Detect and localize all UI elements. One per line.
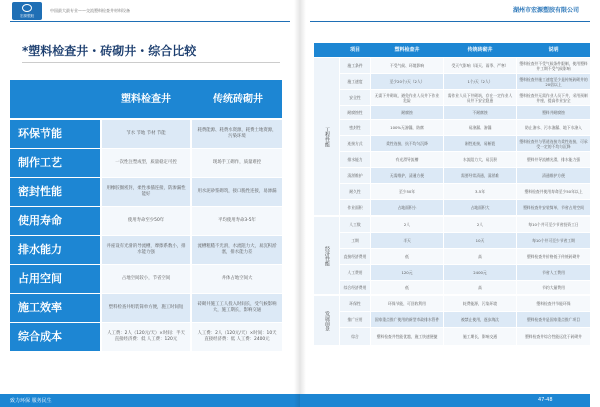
note-value: 塑料检查井施工速度至少是传统砖砌井的20倍以上 xyxy=(517,74,590,89)
detail-row xyxy=(314,152,590,168)
top-header xyxy=(0,0,600,24)
brick-value: 高 xyxy=(444,281,516,294)
detail-row xyxy=(314,217,590,233)
plastic-value: 国家重点推广使用的新型市政排水管件 xyxy=(371,312,443,327)
brick-well-value: 井体占地空间大 xyxy=(192,265,282,293)
plastic-value: 占地面积小 xyxy=(371,200,443,215)
detail-row xyxy=(314,296,590,312)
note-value: 塑料井耐腐蚀 xyxy=(517,106,590,119)
plastic-value: 塑料检查井性能优越，施工快速便捷 xyxy=(371,328,443,345)
plastic-well-value: 用橡胶圈密封，柔性承插连接，防渗漏性能好 xyxy=(102,178,190,206)
note-value: 塑料检查井使用寿命至少50年以上 xyxy=(517,184,590,199)
plastic-well-value: 井座设有光滑的导流槽，摩擦系数小，排水能力强 xyxy=(102,236,190,264)
plastic-value: 低 xyxy=(371,249,443,264)
brick-value: 占地面积大 xyxy=(444,200,516,215)
detail-row xyxy=(314,58,590,74)
detail-item-label: 排水能力 xyxy=(340,152,370,167)
plastic-well-value: 使用寿命至少50年 xyxy=(102,207,190,235)
detail-table-header xyxy=(314,43,590,57)
detail-item-label: 推广应用 xyxy=(340,312,370,327)
logo-icon xyxy=(22,4,32,12)
plastic-well-value: 一次性注塑成型，质量稳定可控 xyxy=(102,149,190,177)
plastic-value: 半天 xyxy=(371,233,443,248)
brick-well-value: 现场手工砌作，质量难控 xyxy=(192,149,282,177)
detail-item-label: 耐腐蚀性 xyxy=(340,106,370,119)
detail-item-label: 施工条件 xyxy=(340,58,370,73)
detail-group-label: 工程性能 xyxy=(314,58,339,215)
comparison-row xyxy=(10,120,282,148)
detail-item-label: 环保性 xyxy=(340,296,370,311)
comparison-table-header xyxy=(10,80,282,118)
note-value: 塑料检查井不受气候条件限制，使用塑料井工期不受气候影响 xyxy=(517,58,590,73)
detail-row xyxy=(314,233,590,249)
header-tagline: 中国最大最专业——交流塑料检查井材料设备 xyxy=(50,8,130,13)
note-value: 塑料检查井节能环保 xyxy=(517,296,590,311)
header-company-name: 湖州市宏源塑胶有限公司 xyxy=(513,7,580,14)
comparison-table xyxy=(10,80,282,355)
detail-row xyxy=(314,249,590,265)
comparison-row-label: 综合成本 xyxy=(10,323,100,351)
detail-item-label: 耐久性 xyxy=(340,184,370,199)
plastic-well-value: 占地空间较小，节省空间 xyxy=(102,265,190,293)
comparison-row xyxy=(10,294,282,322)
detail-row xyxy=(314,184,590,200)
logo-text: 宏源塑胶 xyxy=(19,14,35,18)
brick-value: 需作业人员下井砌筑，存在一定作业人员井下安全隐患 xyxy=(444,90,516,105)
title-divider xyxy=(22,62,280,63)
footer-bar xyxy=(300,394,590,407)
detail-row xyxy=(314,106,590,120)
note-value: 每10个井可至少节省工期 xyxy=(517,233,590,248)
note-value: 节省人工费用 xyxy=(517,265,590,280)
note-value: 防止渗水、污水渗漏、地下水渗入 xyxy=(517,120,590,135)
detail-group-label: 发展前景 xyxy=(314,296,339,345)
plastic-value: 低 xyxy=(371,281,443,294)
detail-group-label: 经济性能 xyxy=(314,217,339,294)
detail-item-label: 人工费用 xyxy=(340,265,370,280)
page-title: *塑料检查井・砖砌井・综合比较 xyxy=(22,44,197,58)
plastic-value: 耐腐蚀 xyxy=(371,106,443,119)
brick-value: 刚性连接，易断裂 xyxy=(444,136,516,151)
comparison-row-label: 排水能力 xyxy=(10,236,100,264)
comparison-row-label: 制作工艺 xyxy=(10,149,100,177)
brick-value: 不耐腐蚀 xyxy=(444,106,516,119)
plastic-value: 柔性连接，抗不均匀沉降 xyxy=(371,136,443,151)
detail-item-label: 工期 xyxy=(340,233,370,248)
plastic-value: 至少50年 xyxy=(371,184,443,199)
comparison-row xyxy=(10,236,282,264)
comparison-row-label: 密封性能 xyxy=(10,178,100,206)
detail-row xyxy=(314,120,590,136)
comparison-row-label: 使用寿命 xyxy=(10,207,100,235)
note-value: 塑料检查井价格低于传统砖砌井 xyxy=(517,249,590,264)
brick-value: 3-5年 xyxy=(444,184,516,199)
brick-value: 施工期长，影响交通 xyxy=(444,328,516,345)
detail-row xyxy=(314,136,590,152)
header-rule xyxy=(310,21,590,22)
detail-row xyxy=(314,312,590,328)
detail-row xyxy=(314,281,590,295)
brick-well-value: 砖砌井施工工人投入时间长，受气候影响大，施工期长，影响交通 xyxy=(192,294,282,322)
column-item: 项目 xyxy=(349,47,360,53)
column-brick: 传统砖砌井 xyxy=(467,47,493,53)
page-number: 47-48 xyxy=(538,397,553,403)
plastic-value: 无需维护，清通方便 xyxy=(371,168,443,183)
note-value: 塑料检查井安装简单，节省占用空间 xyxy=(517,200,590,215)
page-gutter xyxy=(294,0,306,407)
brick-well-value: 用水泥砂浆砌筑，接口脆性连接，易渗漏 xyxy=(192,178,282,206)
note-value: 清通维护方便 xyxy=(517,168,590,183)
detail-row xyxy=(314,168,590,184)
comparison-row-label: 施工效率 xyxy=(10,294,100,322)
plastic-well-value: 人工费：2人（120元/天）×时间：半天 直接经济费：低 人工费：120元 xyxy=(102,323,190,351)
detail-row xyxy=(314,328,590,346)
company-logo xyxy=(12,2,42,20)
comparison-row xyxy=(10,323,282,351)
brick-well-value: 人工费：2人（120元/天）×时间：10天 直接经济费：低 人工费：2400元 xyxy=(192,323,282,351)
brick-well-value: 平均使用寿命3-5年 xyxy=(192,207,282,235)
brick-value: 2400元 xyxy=(444,265,516,280)
detail-row xyxy=(314,265,590,281)
comparison-row xyxy=(10,207,282,235)
comparison-row xyxy=(10,265,282,293)
detail-row xyxy=(314,200,590,216)
plastic-value: 不受气候、环境影响 xyxy=(371,58,443,73)
detail-item-label: 综合 xyxy=(340,328,370,345)
detail-comparison-table xyxy=(314,43,590,388)
brick-value: 10天 xyxy=(444,233,516,248)
plastic-value: 无需下井砌筑，避免作业人员井下作业危险 xyxy=(371,90,443,105)
note-value: 塑料检查井综合性能远优于砖砌井 xyxy=(517,328,590,345)
detail-item-label: 安全性 xyxy=(340,90,370,105)
plastic-value: 100%无渗漏，防腐 xyxy=(371,120,443,135)
plastic-well-value: 塑料检查井组装简单方便，施工时间短 xyxy=(102,294,190,322)
brick-value: 易渗漏、渗漏 xyxy=(444,120,516,135)
comparison-row-label: 占用空间 xyxy=(10,265,100,293)
footer-slogan: 致力环保 服务民生 xyxy=(10,398,52,404)
plastic-value: 2人 xyxy=(371,217,443,232)
note-value: 节约大量费用 xyxy=(517,281,590,294)
brick-value: 被禁止使用，逐步淘汰 xyxy=(444,312,516,327)
comparison-row-label: 环保节能 xyxy=(10,120,100,148)
right-page xyxy=(300,0,600,407)
brick-value: 高 xyxy=(444,249,516,264)
note-value: 塑料检查井与管道连接为柔性连接，可承受一定的不均匀沉降 xyxy=(517,136,590,151)
column-note: 说明 xyxy=(548,47,559,53)
plastic-well-value: 节水 节地 节材 节能 xyxy=(102,120,190,148)
column-brick-well: 传统砖砌井 xyxy=(213,94,263,105)
plastic-value: 至少20个/天（2人） xyxy=(371,74,443,89)
detail-item-label: 作业面积 xyxy=(340,200,370,215)
detail-item-label: 综合经济费用 xyxy=(340,281,370,294)
footer-bar-right xyxy=(300,394,600,407)
brick-value: 受天气影响（雨天、雨季、严寒） xyxy=(444,58,516,73)
brick-value: 水流阻力大，易沉积 xyxy=(444,152,516,167)
detail-row xyxy=(314,90,590,106)
brick-value: 2人 xyxy=(444,217,516,232)
brick-value: 1个/天（2人） xyxy=(444,74,516,89)
brick-well-value: 流槽粗糙不光滑，水流阻力大，易沉积淤塞，排水能力差 xyxy=(192,236,282,264)
note-value: 塑料检查井无需作业人员下井，采用预制井座，提高作业安全 xyxy=(517,90,590,105)
plastic-value: 120元 xyxy=(371,265,443,280)
comparison-row xyxy=(10,149,282,177)
detail-item-label: 清淤维护 xyxy=(340,168,370,183)
column-plastic: 塑料检查井 xyxy=(394,47,420,53)
note-value: 塑料检查井是国家重点推广项目 xyxy=(517,312,590,327)
footer-bar xyxy=(0,394,300,407)
plastic-value: 环保节能，可回收利用 xyxy=(371,296,443,311)
detail-item-label: 施工速度 xyxy=(340,74,370,89)
brick-value: 耗费能源，污染环境 xyxy=(444,296,516,311)
brick-well-value: 耗费能源、耗费水资源，耗费土地资源，污染环境 xyxy=(192,120,282,148)
header-rule xyxy=(10,21,290,22)
brick-value: 需要经常清通，清淤难 xyxy=(444,168,516,183)
column-plastic-well: 塑料检查井 xyxy=(121,94,171,105)
comparison-row xyxy=(10,178,282,206)
detail-item-label: 人工数 xyxy=(340,217,370,232)
detail-item-label: 连接方式 xyxy=(340,136,370,151)
detail-item-label: 直接经济费用 xyxy=(340,249,370,264)
note-value: 塑料井导流槽光滑，排水能力强 xyxy=(517,152,590,167)
detail-item-label: 密封性 xyxy=(340,120,370,135)
plastic-value: 有光滑导流槽 xyxy=(371,152,443,167)
detail-row xyxy=(314,74,590,90)
note-value: 每10个井可至少节省投资工日 xyxy=(517,217,590,232)
